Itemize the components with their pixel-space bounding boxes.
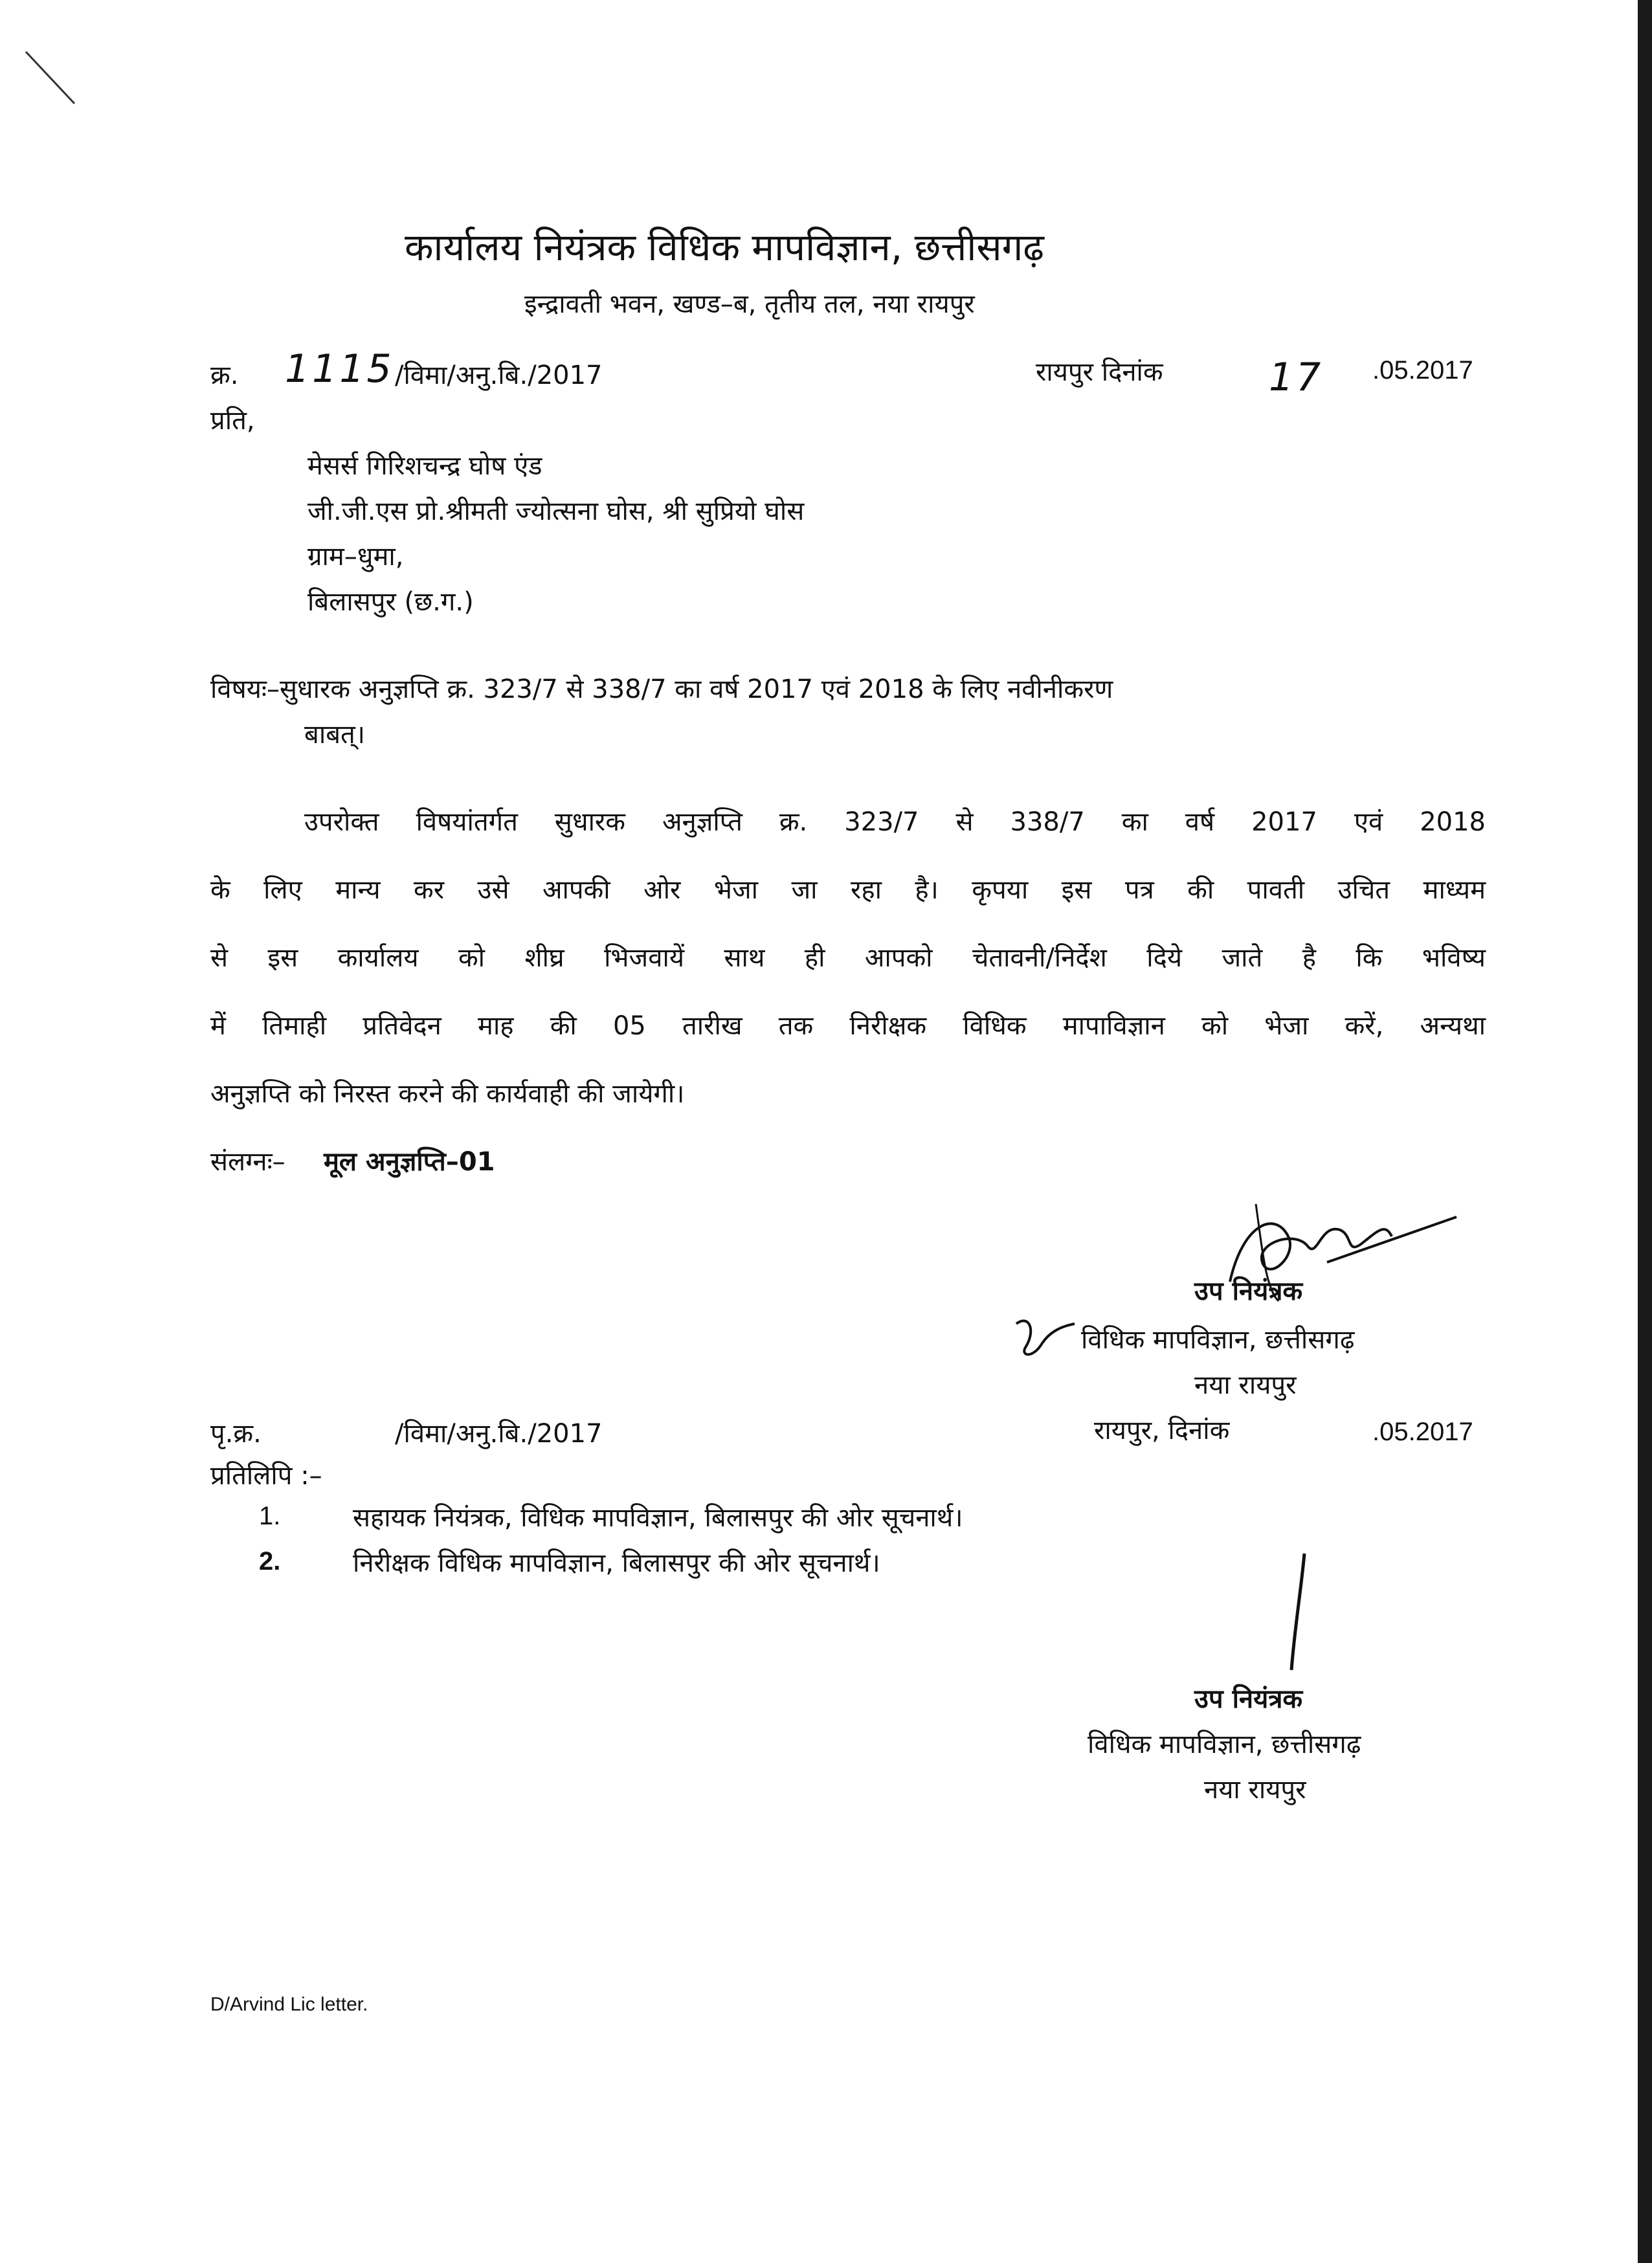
office-address: इन्द्रावती भवन, खण्ड–ब, तृतीय तल, नया रायपुर: [524, 289, 975, 319]
copy-item-text: निरीक्षक विधिक मापविज्ञान, बिलासपुर की ओर सूचनार्थ।: [353, 1548, 880, 1578]
body-line: में तिमाही प्रतिवेदन माह की 05 तारीख तक निरीक्षक विधिक मापाविज्ञान को भेजा करें, अन्यथा: [210, 1011, 1486, 1041]
recipient-line: जी.जी.एस प्रो.श्रीमती ज्योत्सना घोस, श्री सुप्रियो घोस: [307, 496, 805, 526]
copy-item-text: सहायक नियंत्रक, विधिक मापविज्ञान, बिलासपुर की ओर सूचनार्थ।: [353, 1503, 963, 1533]
body-line: अनुज्ञप्ति को निरस्त करने की कार्यवाही की जायेगी।: [210, 1079, 685, 1109]
office-title: कार्यालय नियंत्रक विधिक मापविज्ञान, छत्तीसगढ़: [405, 225, 1044, 269]
body-line: उपरोक्त विषयांतर्गत सुधारक अनुज्ञप्ति क्र. 323/7 से 338/7 का वर्ष 2017 एवं 2018: [304, 807, 1486, 837]
reference-suffix: /विमा/अनु.बि./2017: [395, 361, 603, 390]
enclosure-label: संलग्नः–: [210, 1147, 285, 1177]
recipient-line: मेसर्स गिरिशचन्द्र घोष एंड: [307, 451, 542, 481]
signature-2-designation: उप नियंत्रक: [1194, 1684, 1303, 1714]
copy-item-number: 2.: [259, 1547, 281, 1576]
scan-mark-line: [26, 52, 74, 104]
copy-date-label: रायपुर, दिनांक: [1094, 1416, 1230, 1445]
copy-item-number: 1.: [259, 1502, 281, 1530]
to-label: प्रति,: [210, 406, 255, 436]
reference-prefix: क्र.: [210, 361, 239, 390]
file-reference: D/Arvind Lic letter.: [210, 1994, 368, 2015]
signature-1-city: नया रायपुर: [1194, 1370, 1297, 1400]
body-line: से इस कार्यालय को शीघ्र भिजवायें साथ ही आपको चेतावनी/निर्देश दिये जाते है कि भविष्य: [210, 943, 1486, 973]
signature-1-department: विधिक मापविज्ञान, छत्तीसगढ़: [1081, 1325, 1355, 1355]
body-line: के लिए मान्य कर उसे आपकी ओर भेजा जा रहा है। कृपया इस पत्र की पावती उचित माध्यम: [210, 875, 1486, 905]
copy-date-rest: .05.2017: [1372, 1418, 1473, 1446]
date-label: रायपुर दिनांक: [1036, 357, 1163, 387]
scan-edge-bar: [1638, 0, 1652, 2263]
date-rest: .05.2017: [1372, 356, 1473, 385]
recipient-line: बिलासपुर (छ.ग.): [307, 587, 474, 617]
subject-line: विषयः–सुधारक अनुज्ञप्ति क्र. 323/7 से 338/7 का वर्ष 2017 एवं 2018 के लिए नवीनीकरण: [210, 674, 1113, 704]
date-day-handwritten: 17: [1269, 355, 1324, 400]
enclosure-value: मूल अनुज्ञप्ति–01: [324, 1147, 495, 1177]
copy-to-label: प्रतिलिपि :–: [210, 1461, 322, 1491]
initials-mark: [1010, 1311, 1081, 1363]
copy-ref-suffix: /विमा/अनु.बि./2017: [395, 1419, 603, 1449]
signature-1-designation: उप नियंत्रक: [1194, 1276, 1303, 1306]
signature-2-department: विधिक मापविज्ञान, छत्तीसगढ़: [1088, 1730, 1361, 1759]
signature-2-city: नया रायपुर: [1204, 1775, 1306, 1805]
copy-ref-prefix: पृ.क्र.: [210, 1419, 262, 1449]
reference-number-handwritten: 1115: [285, 346, 394, 392]
recipient-line: ग्राम–धुमा,: [307, 542, 404, 572]
subject-line-continued: बाबत्।: [304, 720, 365, 750]
signature-2: [1278, 1550, 1317, 1680]
